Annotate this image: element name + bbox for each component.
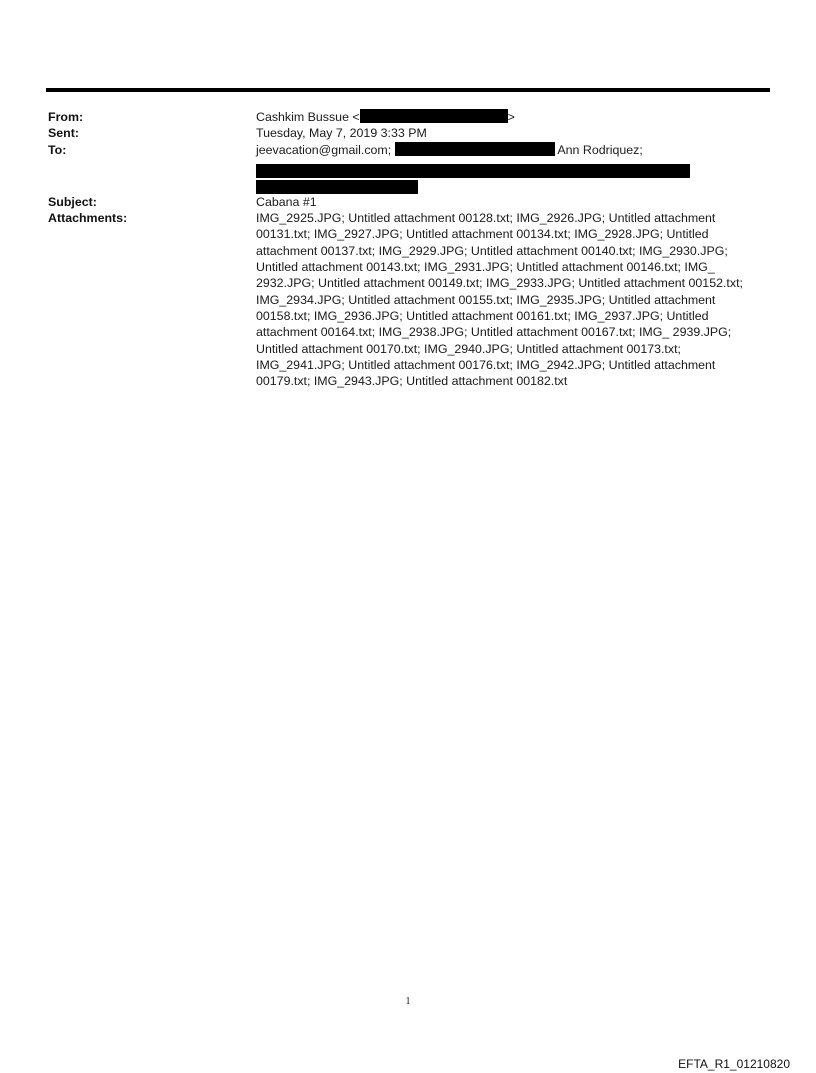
attachments-label: Attachments: (48, 211, 128, 226)
sender-name: Cashkim Bussue < (256, 110, 360, 124)
from-value (256, 109, 758, 125)
sent-row (48, 125, 758, 141)
sent-value: Tuesday, May 7, 2019 3:33 PM (256, 126, 427, 141)
redacted-recipient (395, 142, 555, 156)
sender-email-close: > (507, 110, 515, 124)
from-label: From: (48, 110, 84, 124)
to-row (48, 142, 758, 194)
attachments-list: IMG_2925.JPG; Untitled attachment 00128.txt; IMG_2926.JPG; Untitled attachment 00131.txt; IMG_2927.JPG; Untitled attachment 00134.txt; IMG_2928.JPG; Untitled attachment 00137.txt; IMG_2929.JPG; Untitled attachment 00140.txt; IMG_2930.JPG; Untitled attachment 00143.txt; IMG_2931.JPG; Untitled attachment 00146.txt; IMG_ 2932.JPG; Untitled attachment 00149.txt; IMG_2933.JPG; Untitled attachment 00152.txt; IMG_2934.JPG; Untitled attachment 00155.txt; IMG_2935.JPG; Untitled attachment 00158.txt; IMG_2936.JPG; Untitled attachment 00161.txt; IMG_2937.JPG; Untitled attachment 00164.txt; IMG_2938.JPG; Untitled attachment 00167.txt; IMG_ 2939.JPG; Untitled attachment 00170.txt; IMG_2940.JPG; Untitled attachment 00173.txt; IMG_2941.JPG; Untitled attachment 00176.txt; IMG_2942.JPG; Untitled attachment 00179.txt; IMG_2943.JPG; Untitled attachment 00182.txt (256, 211, 743, 389)
recipient-email: jeevacation@gmail.com; (256, 142, 392, 157)
to-value (256, 142, 758, 194)
subject-label: Subject: (48, 194, 97, 209)
to-label: To: (48, 142, 67, 157)
sent-label: Sent: (48, 126, 79, 141)
redacted-sender-email (360, 109, 508, 123)
bates-number: EFTA_R1_01210820 (678, 1057, 790, 1071)
page-number: 1 (405, 996, 411, 1007)
header-rule (46, 88, 770, 92)
subject-value: Cabana #1 (256, 194, 317, 209)
recipient-name: Ann Rodriquez; (557, 142, 643, 157)
email-header (48, 109, 758, 389)
subject-row (48, 194, 758, 210)
from-row (48, 109, 758, 125)
redacted-recipient-line-1 (256, 164, 690, 178)
attachments-row (48, 210, 758, 389)
redacted-recipient-line-2 (256, 180, 418, 194)
